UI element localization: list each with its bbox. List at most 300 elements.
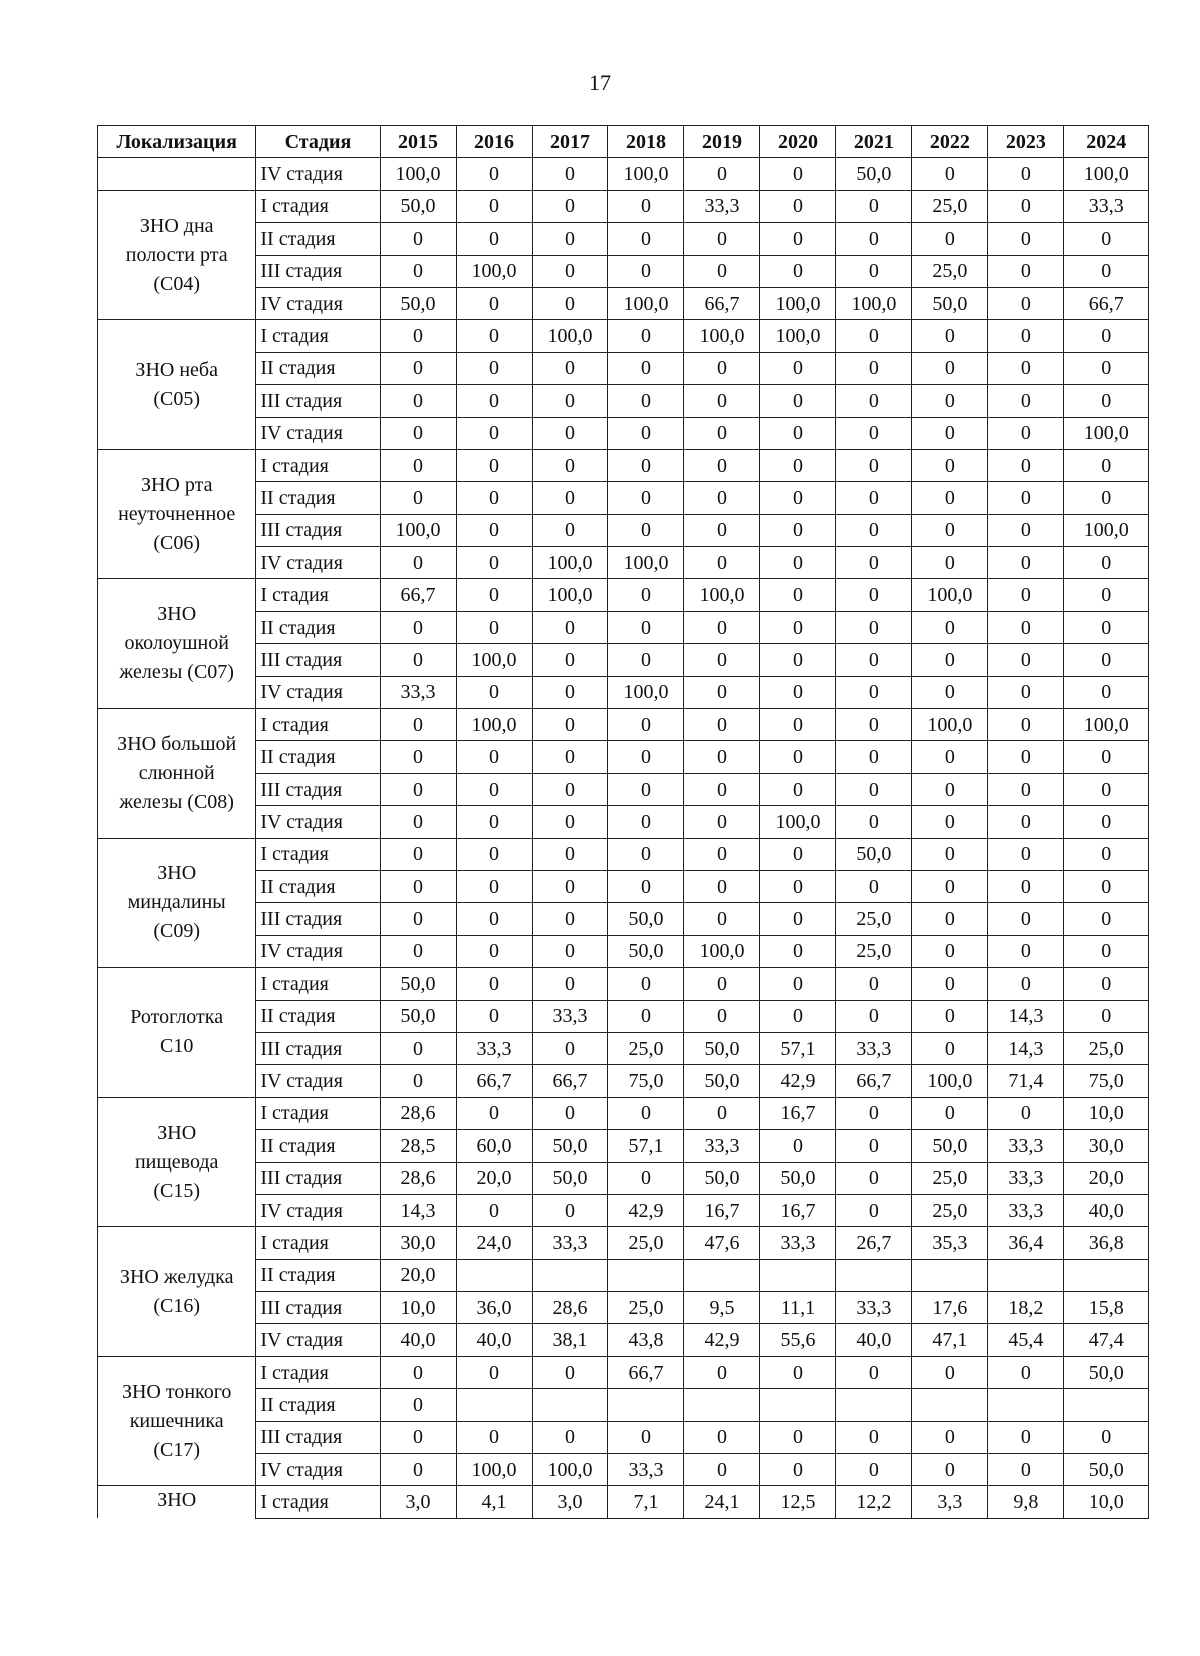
value-cell: 0 xyxy=(380,547,456,579)
table-row xyxy=(98,806,1149,838)
value-cell: 28,5 xyxy=(380,1130,456,1162)
value-cell: 0 xyxy=(608,1421,684,1453)
value-cell: 0 xyxy=(912,611,988,643)
value-cell: 0 xyxy=(456,1421,532,1453)
table-row xyxy=(98,1065,1149,1097)
value-cell: 14,3 xyxy=(380,1194,456,1226)
table-row xyxy=(98,1292,1149,1324)
value-cell: 0 xyxy=(1064,320,1149,352)
header-year: 2019 xyxy=(684,126,760,158)
localization-label-line: (С17) xyxy=(153,1438,201,1461)
value-cell: 0 xyxy=(684,417,760,449)
value-cell: 0 xyxy=(684,870,760,902)
value-cell xyxy=(1064,1389,1149,1421)
value-cell: 0 xyxy=(380,741,456,773)
value-cell: 0 xyxy=(760,935,836,967)
value-cell: 0 xyxy=(836,514,912,546)
value-cell: 100,0 xyxy=(684,579,760,611)
value-cell: 0 xyxy=(988,579,1064,611)
value-cell: 0 xyxy=(380,385,456,417)
table-row xyxy=(98,514,1149,546)
value-cell: 0 xyxy=(532,287,608,319)
value-cell: 0 xyxy=(608,255,684,287)
value-cell: 18,2 xyxy=(988,1292,1064,1324)
value-cell: 66,7 xyxy=(380,579,456,611)
value-cell: 0 xyxy=(532,158,608,190)
value-cell: 25,0 xyxy=(1064,1032,1149,1064)
localization-cell: ЗНО xyxy=(98,1486,256,1518)
value-cell: 50,0 xyxy=(532,1162,608,1194)
value-cell xyxy=(836,1389,912,1421)
value-cell: 100,0 xyxy=(760,320,836,352)
value-cell: 100,0 xyxy=(912,709,988,741)
value-cell: 0 xyxy=(456,1000,532,1032)
value-cell: 0 xyxy=(760,352,836,384)
value-cell: 0 xyxy=(988,709,1064,741)
value-cell: 57,1 xyxy=(760,1032,836,1064)
value-cell: 0 xyxy=(684,676,760,708)
value-cell: 0 xyxy=(836,741,912,773)
value-cell: 0 xyxy=(912,417,988,449)
value-cell: 0 xyxy=(912,547,988,579)
value-cell: 0 xyxy=(532,968,608,1000)
value-cell: 0 xyxy=(380,352,456,384)
value-cell: 50,0 xyxy=(380,1000,456,1032)
value-cell: 0 xyxy=(760,385,836,417)
value-cell: 0 xyxy=(532,935,608,967)
value-cell: 0 xyxy=(836,417,912,449)
value-cell: 33,3 xyxy=(988,1194,1064,1226)
value-cell: 0 xyxy=(380,806,456,838)
table-row xyxy=(98,255,1149,287)
localization-cell xyxy=(98,1097,256,1227)
value-cell: 0 xyxy=(836,1097,912,1129)
stage-cell: IV стадия xyxy=(256,1194,380,1226)
table-row xyxy=(98,190,1149,222)
value-cell: 47,1 xyxy=(912,1324,988,1356)
stage-cell: I стадия xyxy=(256,968,380,1000)
value-cell: 0 xyxy=(988,223,1064,255)
localization-cell xyxy=(98,579,256,709)
value-cell: 0 xyxy=(684,611,760,643)
value-cell: 66,7 xyxy=(836,1065,912,1097)
value-cell: 25,0 xyxy=(912,255,988,287)
value-cell: 0 xyxy=(608,773,684,805)
value-cell: 3,3 xyxy=(912,1486,988,1518)
value-cell: 0 xyxy=(760,1130,836,1162)
value-cell: 0 xyxy=(760,482,836,514)
value-cell: 100,0 xyxy=(380,514,456,546)
value-cell: 0 xyxy=(608,417,684,449)
value-cell: 0 xyxy=(988,255,1064,287)
value-cell: 25,0 xyxy=(608,1032,684,1064)
value-cell: 50,0 xyxy=(380,968,456,1000)
table-row xyxy=(98,1130,1149,1162)
value-cell: 0 xyxy=(760,903,836,935)
value-cell: 25,0 xyxy=(836,935,912,967)
value-cell: 0 xyxy=(760,223,836,255)
value-cell: 25,0 xyxy=(608,1227,684,1259)
value-cell: 42,9 xyxy=(684,1324,760,1356)
header-row xyxy=(98,126,1149,158)
value-cell: 0 xyxy=(456,741,532,773)
value-cell: 0 xyxy=(1064,449,1149,481)
value-cell: 0 xyxy=(760,1356,836,1388)
value-cell: 50,0 xyxy=(608,903,684,935)
value-cell: 0 xyxy=(532,190,608,222)
value-cell: 30,0 xyxy=(380,1227,456,1259)
localization-label-line: (С16) xyxy=(153,1294,201,1317)
value-cell: 0 xyxy=(1064,935,1149,967)
value-cell: 0 xyxy=(380,870,456,902)
value-cell: 0 xyxy=(1064,255,1149,287)
value-cell: 0 xyxy=(836,352,912,384)
value-cell: 0 xyxy=(912,935,988,967)
value-cell: 0 xyxy=(380,773,456,805)
value-cell: 33,3 xyxy=(988,1162,1064,1194)
value-cell: 66,7 xyxy=(456,1065,532,1097)
value-cell: 0 xyxy=(912,676,988,708)
value-cell: 0 xyxy=(684,1000,760,1032)
table-row xyxy=(98,385,1149,417)
value-cell: 0 xyxy=(380,838,456,870)
value-cell: 0 xyxy=(988,644,1064,676)
value-cell: 0 xyxy=(608,870,684,902)
value-cell: 0 xyxy=(988,838,1064,870)
value-cell: 0 xyxy=(1064,385,1149,417)
value-cell: 0 xyxy=(912,870,988,902)
value-cell: 0 xyxy=(532,1097,608,1129)
stage-cell: I стадия xyxy=(256,1227,380,1259)
value-cell: 50,0 xyxy=(684,1162,760,1194)
stage-cell: II стадия xyxy=(256,352,380,384)
table-row xyxy=(98,709,1149,741)
value-cell: 0 xyxy=(912,903,988,935)
localization-label-line: ЗНО рта xyxy=(140,473,213,496)
value-cell: 0 xyxy=(988,935,1064,967)
localization-label-line: (С06) xyxy=(153,531,201,554)
value-cell: 100,0 xyxy=(532,547,608,579)
value-cell: 0 xyxy=(912,223,988,255)
value-cell: 0 xyxy=(1064,968,1149,1000)
value-cell: 0 xyxy=(684,968,760,1000)
value-cell: 0 xyxy=(608,482,684,514)
value-cell: 10,0 xyxy=(380,1292,456,1324)
value-cell: 0 xyxy=(684,1097,760,1129)
value-cell: 0 xyxy=(456,158,532,190)
value-cell: 0 xyxy=(532,806,608,838)
stage-cell: III стадия xyxy=(256,514,380,546)
value-cell: 0 xyxy=(1064,223,1149,255)
value-cell: 100,0 xyxy=(608,547,684,579)
localization-cell xyxy=(98,1227,256,1357)
value-cell: 0 xyxy=(684,806,760,838)
value-cell: 0 xyxy=(608,190,684,222)
localization-label-line: железы (С08) xyxy=(119,790,234,813)
value-cell: 0 xyxy=(380,903,456,935)
value-cell: 50,0 xyxy=(684,1065,760,1097)
value-cell: 0 xyxy=(608,1097,684,1129)
header-year: 2022 xyxy=(912,126,988,158)
value-cell: 0 xyxy=(532,741,608,773)
value-cell: 0 xyxy=(836,449,912,481)
stage-cell: IV стадия xyxy=(256,158,380,190)
localization-cell xyxy=(98,968,256,1098)
value-cell: 42,9 xyxy=(760,1065,836,1097)
value-cell: 0 xyxy=(836,1162,912,1194)
value-cell: 0 xyxy=(988,870,1064,902)
value-cell: 33,3 xyxy=(836,1292,912,1324)
table-row xyxy=(98,579,1149,611)
value-cell: 0 xyxy=(760,741,836,773)
value-cell xyxy=(760,1389,836,1421)
localization-label-line: ЗНО xyxy=(157,1121,197,1144)
value-cell: 28,6 xyxy=(532,1292,608,1324)
header-stage: Стадия xyxy=(256,126,380,158)
value-cell: 3,0 xyxy=(532,1486,608,1518)
value-cell: 66,7 xyxy=(532,1065,608,1097)
value-cell: 100,0 xyxy=(608,158,684,190)
value-cell: 0 xyxy=(836,255,912,287)
value-cell: 20,0 xyxy=(380,1259,456,1291)
localization-label-line: ЗНО xyxy=(157,862,197,885)
value-cell: 60,0 xyxy=(456,1130,532,1162)
value-cell: 0 xyxy=(456,611,532,643)
stage-cell: I стадия xyxy=(256,1486,380,1518)
table-row xyxy=(98,935,1149,967)
table-row xyxy=(98,773,1149,805)
value-cell: 100,0 xyxy=(912,579,988,611)
value-cell: 24,1 xyxy=(684,1486,760,1518)
value-cell: 0 xyxy=(532,644,608,676)
value-cell: 0 xyxy=(912,482,988,514)
value-cell: 0 xyxy=(760,676,836,708)
value-cell: 100,0 xyxy=(456,1454,532,1486)
value-cell: 0 xyxy=(760,1000,836,1032)
value-cell: 14,3 xyxy=(988,1000,1064,1032)
table-row xyxy=(98,870,1149,902)
value-cell: 0 xyxy=(532,903,608,935)
value-cell: 0 xyxy=(1064,741,1149,773)
header-localization: Локализация xyxy=(98,126,256,158)
value-cell: 0 xyxy=(760,968,836,1000)
table-row xyxy=(98,903,1149,935)
stage-cell: IV стадия xyxy=(256,676,380,708)
localization-label-line: ЗНО желудка xyxy=(119,1265,234,1288)
value-cell: 0 xyxy=(684,385,760,417)
value-cell: 0 xyxy=(380,1454,456,1486)
value-cell: 0 xyxy=(684,903,760,935)
value-cell xyxy=(608,1259,684,1291)
header-year: 2015 xyxy=(380,126,456,158)
table-row xyxy=(98,1259,1149,1291)
localization-label-line: (С04) xyxy=(153,272,201,295)
value-cell: 0 xyxy=(456,385,532,417)
value-cell: 0 xyxy=(456,449,532,481)
value-cell: 100,0 xyxy=(684,320,760,352)
value-cell: 43,8 xyxy=(608,1324,684,1356)
value-cell: 20,0 xyxy=(456,1162,532,1194)
value-cell: 0 xyxy=(988,611,1064,643)
value-cell xyxy=(684,1389,760,1421)
stage-cell: III стадия xyxy=(256,903,380,935)
value-cell: 0 xyxy=(684,644,760,676)
value-cell: 0 xyxy=(456,320,532,352)
value-cell: 3,0 xyxy=(380,1486,456,1518)
localization-label-line: ЗНО тонкого xyxy=(121,1380,232,1403)
value-cell: 33,3 xyxy=(532,1000,608,1032)
value-cell xyxy=(684,1259,760,1291)
value-cell: 0 xyxy=(760,1454,836,1486)
value-cell: 0 xyxy=(912,644,988,676)
table-row xyxy=(98,547,1149,579)
value-cell: 0 xyxy=(836,773,912,805)
value-cell: 0 xyxy=(836,547,912,579)
value-cell: 0 xyxy=(988,287,1064,319)
value-cell: 0 xyxy=(836,1454,912,1486)
value-cell: 57,1 xyxy=(608,1130,684,1162)
value-cell: 0 xyxy=(608,223,684,255)
value-cell: 0 xyxy=(456,935,532,967)
value-cell xyxy=(608,1389,684,1421)
value-cell: 0 xyxy=(684,838,760,870)
value-cell: 0 xyxy=(760,611,836,643)
value-cell: 0 xyxy=(456,1194,532,1226)
value-cell xyxy=(912,1259,988,1291)
value-cell: 47,4 xyxy=(1064,1324,1149,1356)
stage-cell: IV стадия xyxy=(256,935,380,967)
value-cell xyxy=(532,1389,608,1421)
header-year: 2016 xyxy=(456,126,532,158)
value-cell xyxy=(532,1259,608,1291)
value-cell: 66,7 xyxy=(1064,287,1149,319)
value-cell: 0 xyxy=(684,1421,760,1453)
stage-cell: II стадия xyxy=(256,611,380,643)
stage-cell: II стадия xyxy=(256,741,380,773)
localization-label-line: ЗНО xyxy=(157,603,197,626)
page-number: 17 xyxy=(589,70,611,95)
value-cell: 71,4 xyxy=(988,1065,1064,1097)
stage-cell: II стадия xyxy=(256,1389,380,1421)
value-cell: 0 xyxy=(608,644,684,676)
value-cell xyxy=(1064,1259,1149,1291)
value-cell: 0 xyxy=(532,838,608,870)
value-cell: 0 xyxy=(684,449,760,481)
table-row xyxy=(98,1421,1149,1453)
value-cell: 16,7 xyxy=(760,1194,836,1226)
value-cell: 0 xyxy=(380,1032,456,1064)
value-cell: 0 xyxy=(760,417,836,449)
value-cell: 0 xyxy=(608,709,684,741)
localization-label-line: кишечника xyxy=(129,1409,224,1432)
value-cell: 0 xyxy=(532,352,608,384)
value-cell: 50,0 xyxy=(380,190,456,222)
value-cell: 100,0 xyxy=(684,935,760,967)
value-cell: 100,0 xyxy=(456,644,532,676)
value-cell: 0 xyxy=(912,352,988,384)
value-cell: 0 xyxy=(684,352,760,384)
localization-label-line: (С05) xyxy=(153,387,201,410)
value-cell: 0 xyxy=(912,968,988,1000)
localization-label-line: Ротоглотка xyxy=(130,1006,224,1029)
localization-label-line: (С09) xyxy=(153,920,201,943)
value-cell: 100,0 xyxy=(532,579,608,611)
value-cell: 0 xyxy=(456,287,532,319)
value-cell: 33,3 xyxy=(760,1227,836,1259)
value-cell: 0 xyxy=(988,1097,1064,1129)
value-cell: 0 xyxy=(380,449,456,481)
table-row xyxy=(98,1356,1149,1388)
stage-cell: IV стадия xyxy=(256,287,380,319)
value-cell: 0 xyxy=(988,449,1064,481)
value-cell: 0 xyxy=(912,1356,988,1388)
value-cell: 10,0 xyxy=(1064,1097,1149,1129)
value-cell: 0 xyxy=(912,838,988,870)
value-cell: 0 xyxy=(608,449,684,481)
value-cell: 0 xyxy=(380,1421,456,1453)
value-cell: 0 xyxy=(456,903,532,935)
value-cell: 33,3 xyxy=(608,1454,684,1486)
value-cell: 33,3 xyxy=(988,1130,1064,1162)
stage-distribution-table xyxy=(97,125,1149,1519)
value-cell: 0 xyxy=(1064,644,1149,676)
value-cell: 0 xyxy=(380,611,456,643)
value-cell: 0 xyxy=(836,320,912,352)
value-cell: 0 xyxy=(1064,903,1149,935)
value-cell: 0 xyxy=(456,1356,532,1388)
value-cell: 0 xyxy=(456,547,532,579)
value-cell: 25,0 xyxy=(912,190,988,222)
value-cell: 0 xyxy=(1064,482,1149,514)
value-cell: 0 xyxy=(760,1421,836,1453)
value-cell: 0 xyxy=(912,320,988,352)
localization-cell xyxy=(98,320,256,450)
header-year: 2017 xyxy=(532,126,608,158)
value-cell: 75,0 xyxy=(1064,1065,1149,1097)
value-cell: 0 xyxy=(988,482,1064,514)
value-cell: 0 xyxy=(608,385,684,417)
value-cell: 0 xyxy=(608,968,684,1000)
value-cell: 0 xyxy=(456,838,532,870)
value-cell: 40,0 xyxy=(380,1324,456,1356)
value-cell: 0 xyxy=(1064,773,1149,805)
value-cell: 0 xyxy=(988,352,1064,384)
value-cell: 0 xyxy=(836,1421,912,1453)
value-cell: 0 xyxy=(532,1421,608,1453)
value-cell: 0 xyxy=(684,741,760,773)
value-cell: 0 xyxy=(1064,806,1149,838)
value-cell: 0 xyxy=(1064,611,1149,643)
value-cell: 0 xyxy=(760,773,836,805)
value-cell: 0 xyxy=(532,709,608,741)
table-row xyxy=(98,1000,1149,1032)
value-cell: 0 xyxy=(456,870,532,902)
value-cell: 0 xyxy=(912,158,988,190)
table-row xyxy=(98,1454,1149,1486)
value-cell: 45,4 xyxy=(988,1324,1064,1356)
value-cell: 0 xyxy=(532,255,608,287)
value-cell: 0 xyxy=(532,223,608,255)
value-cell: 33,3 xyxy=(456,1032,532,1064)
stage-cell: III стадия xyxy=(256,1292,380,1324)
value-cell: 0 xyxy=(988,676,1064,708)
value-cell: 0 xyxy=(456,806,532,838)
value-cell: 0 xyxy=(380,709,456,741)
value-cell: 0 xyxy=(912,773,988,805)
value-cell: 0 xyxy=(456,417,532,449)
stage-cell: III стадия xyxy=(256,1162,380,1194)
stage-cell: IV стадия xyxy=(256,1324,380,1356)
